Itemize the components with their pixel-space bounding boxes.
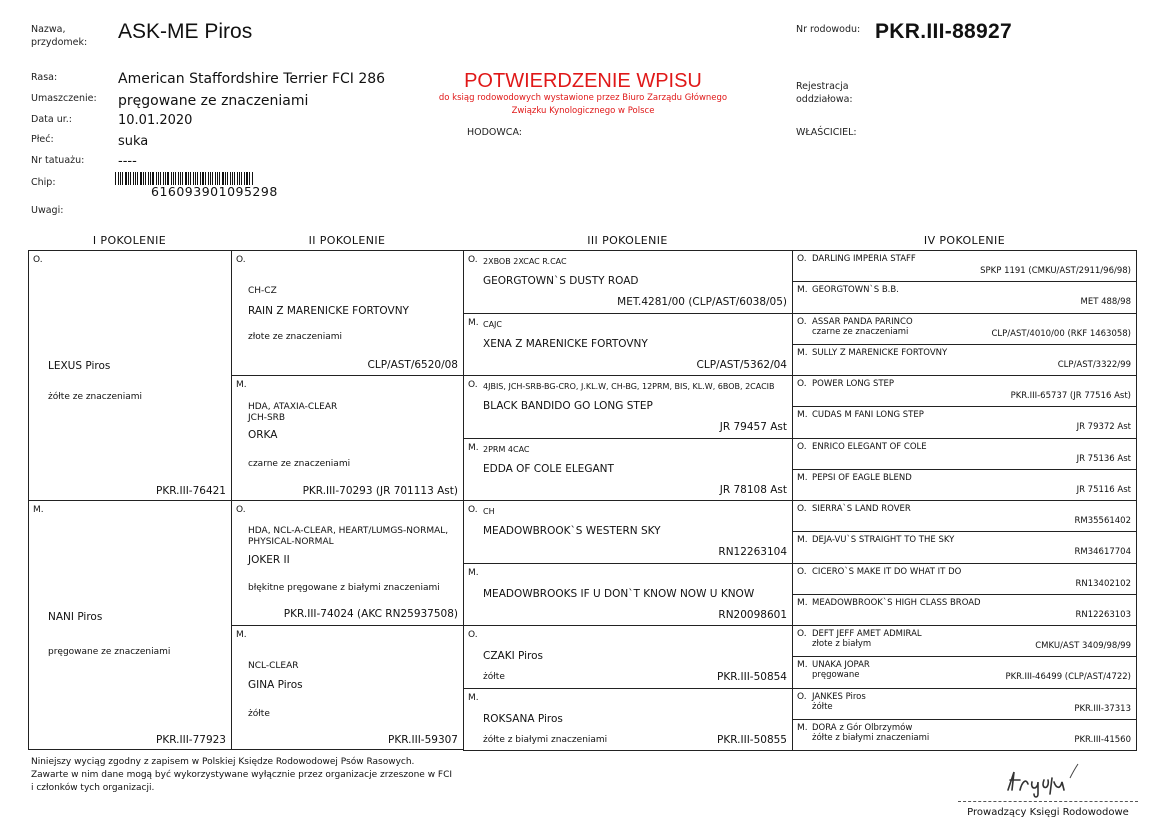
barcode-bar bbox=[135, 172, 136, 185]
ancestor-name: MEADOWBROOKS IF U DON`T KNOW NOW U KNOW bbox=[483, 588, 755, 600]
ancestor-registration: PKR.III-59307 bbox=[388, 734, 458, 746]
gen2-cell bbox=[231, 375, 464, 501]
barcode-bar bbox=[122, 172, 123, 185]
pedigree-table bbox=[28, 250, 1137, 750]
ancestor-name: JOKER II bbox=[248, 554, 290, 566]
generation-header: II POKOLENIE bbox=[308, 234, 386, 247]
notes-label: Uwagi: bbox=[31, 205, 64, 216]
signature-line bbox=[958, 801, 1138, 802]
ancestor-color: czarne ze znaczeniami bbox=[248, 459, 351, 469]
ancestor-name: SULLY Z MARENICKE FORTOVNY bbox=[812, 348, 948, 358]
document-subtitle-1: do ksiąg rodowodowych wystawione przez Biuro Zarządu Głównego bbox=[438, 93, 728, 103]
gen4-cell bbox=[792, 281, 1137, 314]
gen4-cell bbox=[792, 344, 1137, 376]
ancestor-registration: PKR.III-76421 bbox=[156, 485, 226, 497]
ancestor-color: pręgowane ze znaczeniami bbox=[48, 647, 171, 657]
ancestor-titles-2: PHYSICAL-NORMAL bbox=[248, 537, 334, 547]
gen4-cell bbox=[792, 375, 1137, 407]
ancestor-name: PEPSI OF EAGLE BLEND bbox=[812, 473, 912, 483]
tattoo-label: Nr tatuażu: bbox=[31, 155, 85, 166]
sex-marker: O. bbox=[797, 379, 807, 389]
ancestor-name: DORA z Gór Olbrzymów bbox=[812, 723, 913, 733]
ancestor-registration: RM34617704 bbox=[1074, 547, 1131, 557]
gen4-cell bbox=[792, 250, 1137, 282]
sex-marker: M. bbox=[468, 568, 479, 578]
ancestor-titles: CAJC bbox=[483, 320, 503, 329]
sex-marker: M. bbox=[468, 443, 479, 453]
ancestor-registration: PKR.III-50854 bbox=[717, 671, 787, 683]
ancestor-registration: CMKU/AST 3409/98/99 bbox=[1035, 641, 1131, 651]
gen4-cell bbox=[792, 656, 1137, 689]
ancestor-registration: RN20098601 bbox=[718, 609, 787, 621]
sex-marker: O. bbox=[236, 255, 246, 265]
footer-line-3: i członków tych organizacji. bbox=[31, 783, 155, 793]
ancestor-name: JANKES Piros bbox=[812, 692, 866, 702]
ancestor-color: żółte bbox=[483, 672, 505, 682]
gen4-cell bbox=[792, 563, 1137, 595]
ancestor-titles: HDA, ATAXIA-CLEAR bbox=[248, 402, 338, 412]
tattoo-value: ---- bbox=[118, 154, 137, 169]
gen3-cell bbox=[463, 438, 793, 501]
ancestor-name: SIERRA`S LAND ROVER bbox=[812, 504, 911, 514]
gen4-cell bbox=[792, 688, 1137, 720]
sex-marker: M. bbox=[797, 285, 808, 295]
ancestor-name: CUDAS M FANI LONG STEP bbox=[812, 410, 924, 420]
ancestor-color: żółte bbox=[248, 709, 270, 719]
ancestor-name: MEADOWBROOK`S HIGH CLASS BROAD bbox=[812, 598, 981, 608]
ancestor-registration: CLP/AST/4010/00 (RKF 1463058) bbox=[991, 329, 1131, 339]
ancestor-registration: JR 79457 Ast bbox=[719, 421, 787, 433]
name-label: Nazwa, bbox=[31, 24, 66, 35]
ancestor-registration: PKR.III-41560 bbox=[1074, 735, 1131, 745]
ancestor-registration: RN13402102 bbox=[1075, 579, 1131, 589]
ancestor-name: CZAKI Piros bbox=[483, 650, 544, 662]
breeder-label: HODOWCA: bbox=[467, 127, 522, 138]
ancestor-color: czarne ze znaczeniami bbox=[812, 327, 909, 337]
ancestor-name: NANI Piros bbox=[48, 611, 103, 623]
gen3-cell bbox=[463, 250, 793, 314]
sex-marker: O. bbox=[797, 692, 807, 702]
sex-marker: M. bbox=[236, 380, 247, 390]
gen3-cell bbox=[463, 625, 793, 689]
chip-number: 616093901095298 bbox=[151, 184, 278, 199]
ancestor-registration: PKR.III-74024 (AKC RN25937508) bbox=[283, 608, 458, 620]
owner-label: WŁAŚCICIEL: bbox=[796, 127, 857, 138]
ancestor-name: DEJA-VU`S STRAIGHT TO THE SKY bbox=[812, 535, 955, 545]
signature-role: Prowadzący Księgi Rodowodowe bbox=[967, 807, 1129, 818]
barcode-bar bbox=[140, 172, 142, 185]
gen2-cell bbox=[231, 500, 464, 626]
ancestor-registration: PKR.III-65737 (JR 77516 Ast) bbox=[1010, 391, 1131, 401]
ancestor-color: żółte z białymi znaczeniami bbox=[812, 733, 930, 743]
barcode-bar bbox=[115, 172, 116, 185]
gen2-cell bbox=[231, 250, 464, 376]
ancestor-name: POWER LONG STEP bbox=[812, 379, 895, 389]
ancestor-name: ORKA bbox=[248, 429, 278, 441]
gen3-column bbox=[463, 250, 793, 750]
ancestor-name: GEORGTOWN`S DUSTY ROAD bbox=[483, 275, 639, 287]
ancestor-registration: SPKP 1191 (CMKU/AST/2911/96/98) bbox=[980, 266, 1131, 276]
gen4-cell bbox=[792, 531, 1137, 564]
sex-marker: O. bbox=[468, 505, 478, 515]
ancestor-name: BLACK BANDIDO GO LONG STEP bbox=[483, 400, 653, 412]
ancestor-registration: RN12263104 bbox=[718, 546, 787, 558]
ancestor-registration: PKR.III-70293 (JR 701113 Ast) bbox=[302, 485, 458, 497]
document-subtitle-2: Związku Kynologicznego w Polsce bbox=[511, 106, 655, 116]
sex-marker: M. bbox=[33, 505, 44, 515]
sex-marker: M. bbox=[797, 348, 808, 358]
ancestor-titles: CH bbox=[483, 507, 495, 516]
ancestor-color: żółte bbox=[812, 702, 833, 712]
ancestor-color: złote ze znaczeniami bbox=[248, 332, 342, 342]
ancestor-registration: PKR.III-77923 bbox=[156, 734, 226, 746]
sex-marker: O. bbox=[468, 380, 478, 390]
ancestor-color: żółte z białymi znaczeniami bbox=[483, 735, 608, 745]
ancestor-name: CICERO`S MAKE IT DO WHAT IT DO bbox=[812, 567, 962, 577]
ancestor-name: ASSAR PANDA PARINCO bbox=[812, 317, 913, 327]
color-label: Umaszczenie: bbox=[31, 93, 97, 104]
sex-marker: M. bbox=[797, 660, 808, 670]
gen3-cell bbox=[463, 313, 793, 376]
gen4-cell bbox=[792, 500, 1137, 532]
ancestor-color: złote z białym bbox=[812, 639, 872, 649]
sex-marker: M. bbox=[797, 723, 808, 733]
ancestor-color: błękitne pręgowane z białymi znaczeniami bbox=[248, 583, 440, 593]
sex-marker: O. bbox=[33, 255, 43, 265]
ancestor-color: pręgowane bbox=[812, 670, 860, 680]
footer-line-2: Zawarte w nim dane mogą być wykorzystywane wyłącznie przez organizacje zrzeszone w FCI bbox=[31, 770, 453, 780]
barcode-bar bbox=[130, 172, 131, 185]
barcode-bar bbox=[137, 172, 138, 185]
gen1-sire-cell bbox=[28, 250, 232, 501]
barcode-bar bbox=[128, 172, 129, 185]
sex-marker: O. bbox=[468, 630, 478, 640]
ancestor-titles: 2PRM 4CAC bbox=[483, 445, 530, 454]
ancestor-registration: JR 79372 Ast bbox=[1076, 422, 1131, 432]
gen4-cell bbox=[792, 406, 1137, 439]
ancestor-name: XENA Z MARENICKE FORTOVNY bbox=[483, 338, 648, 350]
signature-image bbox=[1000, 760, 1090, 804]
ancestor-registration: MET 488/98 bbox=[1080, 297, 1131, 307]
sex-marker: O. bbox=[797, 567, 807, 577]
ancestor-registration: CLP/AST/5362/04 bbox=[696, 359, 787, 371]
breed-value: American Staffordshire Terrier FCI 286 bbox=[118, 71, 386, 87]
ancestor-name: ROKSANA Piros bbox=[483, 713, 563, 725]
sex-value: suka bbox=[118, 134, 149, 149]
ancestor-name: DEFT JEFF AMET ADMIRAL bbox=[812, 629, 922, 639]
ancestor-registration: PKR.III-46499 (CLP/AST/4722) bbox=[1005, 672, 1131, 682]
gen4-cell bbox=[792, 594, 1137, 626]
ancestor-registration: PKR.III-37313 bbox=[1074, 704, 1131, 714]
gen3-cell bbox=[463, 688, 793, 751]
ancestor-titles: 2XBOB 2XCAC R.CAC bbox=[483, 257, 567, 266]
chip-label: Chip: bbox=[31, 177, 56, 188]
ancestor-name: EDDA OF COLE ELEGANT bbox=[483, 463, 614, 475]
generation-header: IV POKOLENIE bbox=[923, 234, 1006, 247]
registration-label: Rejestracja bbox=[796, 81, 849, 92]
ancestor-registration: CLP/AST/3322/99 bbox=[1057, 360, 1131, 370]
sex-label: Płeć: bbox=[31, 134, 54, 145]
breed-label: Rasa: bbox=[31, 72, 58, 83]
generation-header: I POKOLENIE bbox=[92, 234, 167, 247]
sex-marker: M. bbox=[236, 630, 247, 640]
ancestor-registration: JR 75136 Ast bbox=[1076, 454, 1131, 464]
gen4-cell bbox=[792, 438, 1137, 470]
ancestor-name: LEXUS Piros bbox=[48, 360, 111, 372]
barcode-bar bbox=[125, 172, 127, 185]
dog-name: ASK-ME Piros bbox=[118, 20, 253, 43]
footer-line-1: Niniejszy wyciąg zgodny z zapisem w Polskiej Księdze Rodowodowej Psów Rasowych. bbox=[31, 757, 415, 767]
registration-label-2: oddziałowa: bbox=[796, 94, 853, 105]
sex-marker: M. bbox=[468, 693, 479, 703]
gen3-cell bbox=[463, 375, 793, 439]
sex-marker: M. bbox=[797, 473, 808, 483]
color-value: pręgowane ze znaczeniami bbox=[118, 93, 309, 109]
barcode-bar bbox=[120, 172, 121, 185]
name-label-2: przydomek: bbox=[31, 37, 88, 48]
ancestor-titles: NCL-CLEAR bbox=[248, 661, 299, 671]
ancestor-name: GINA Piros bbox=[248, 679, 303, 691]
barcode-bar bbox=[145, 172, 146, 185]
ancestor-titles-2: JCH-SRB bbox=[248, 413, 286, 423]
ancestor-registration: JR 75116 Ast bbox=[1076, 485, 1131, 495]
gen1-dam-cell bbox=[28, 500, 232, 750]
generation-header: III POKOLENIE bbox=[587, 234, 668, 247]
sex-marker: O. bbox=[797, 442, 807, 452]
sex-marker: M. bbox=[468, 318, 479, 328]
sex-marker: M. bbox=[797, 410, 808, 420]
gen2-cell bbox=[231, 625, 464, 750]
sex-marker: M. bbox=[797, 535, 808, 545]
barcode-bar bbox=[118, 172, 119, 185]
sex-marker: O. bbox=[468, 255, 478, 265]
dob-value: 10.01.2020 bbox=[118, 113, 193, 128]
dob-label: Data ur.: bbox=[31, 114, 72, 125]
sex-marker: M. bbox=[797, 598, 808, 608]
document-title: POTWIERDZENIE WPISU bbox=[464, 70, 702, 92]
gen4-cell bbox=[792, 313, 1137, 345]
ancestor-registration: RN12263103 bbox=[1075, 610, 1131, 620]
gen3-cell bbox=[463, 563, 793, 626]
sex-marker: O. bbox=[797, 317, 807, 327]
ancestor-titles: 4JBIS, JCH-SRB-BG-CRO, J.KL.W, CH-BG, 12PRM, BIS, KL.W, 6BOB, 2CACIB bbox=[483, 382, 775, 391]
sex-marker: O. bbox=[797, 629, 807, 639]
pedigree-label: Nr rodowodu: bbox=[796, 24, 861, 35]
ancestor-name: UNAKA JOPAR bbox=[812, 660, 870, 670]
ancestor-name: MEADOWBROOK`S WESTERN SKY bbox=[483, 525, 661, 537]
ancestor-color: żółte ze znaczeniami bbox=[48, 392, 142, 402]
ancestor-titles: CH-CZ bbox=[248, 286, 277, 296]
gen4-cell bbox=[792, 625, 1137, 657]
ancestor-name: RAIN Z MARENICKE FORTOVNY bbox=[248, 305, 409, 317]
sex-marker: O. bbox=[236, 505, 246, 515]
ancestor-titles: HDA, NCL-A-CLEAR, HEART/LUMGS-NORMAL, bbox=[248, 526, 449, 536]
ancestor-name: DARLING IMPERIA STAFF bbox=[812, 254, 916, 264]
ancestor-name: ENRICO ELEGANT OF COLE bbox=[812, 442, 927, 452]
ancestor-registration: MET.4281/00 (CLP/AST/6038/05) bbox=[617, 296, 787, 308]
ancestor-registration: RM35561402 bbox=[1074, 516, 1131, 526]
pedigree-number: PKR.III-88927 bbox=[875, 20, 1012, 43]
ancestor-registration: PKR.III-50855 bbox=[717, 734, 787, 746]
sex-marker: O. bbox=[797, 504, 807, 514]
gen4-column bbox=[792, 250, 1137, 750]
barcode-bar bbox=[133, 172, 134, 185]
gen3-cell bbox=[463, 500, 793, 564]
ancestor-registration: JR 78108 Ast bbox=[719, 484, 787, 496]
barcode-bar bbox=[143, 172, 144, 185]
ancestor-name: GEORGTOWN`S B.B. bbox=[812, 285, 899, 295]
barcode-bar bbox=[148, 172, 149, 185]
ancestor-registration: CLP/AST/6520/08 bbox=[367, 359, 458, 371]
sex-marker: O. bbox=[797, 254, 807, 264]
gen4-cell bbox=[792, 719, 1137, 751]
gen4-cell bbox=[792, 469, 1137, 501]
